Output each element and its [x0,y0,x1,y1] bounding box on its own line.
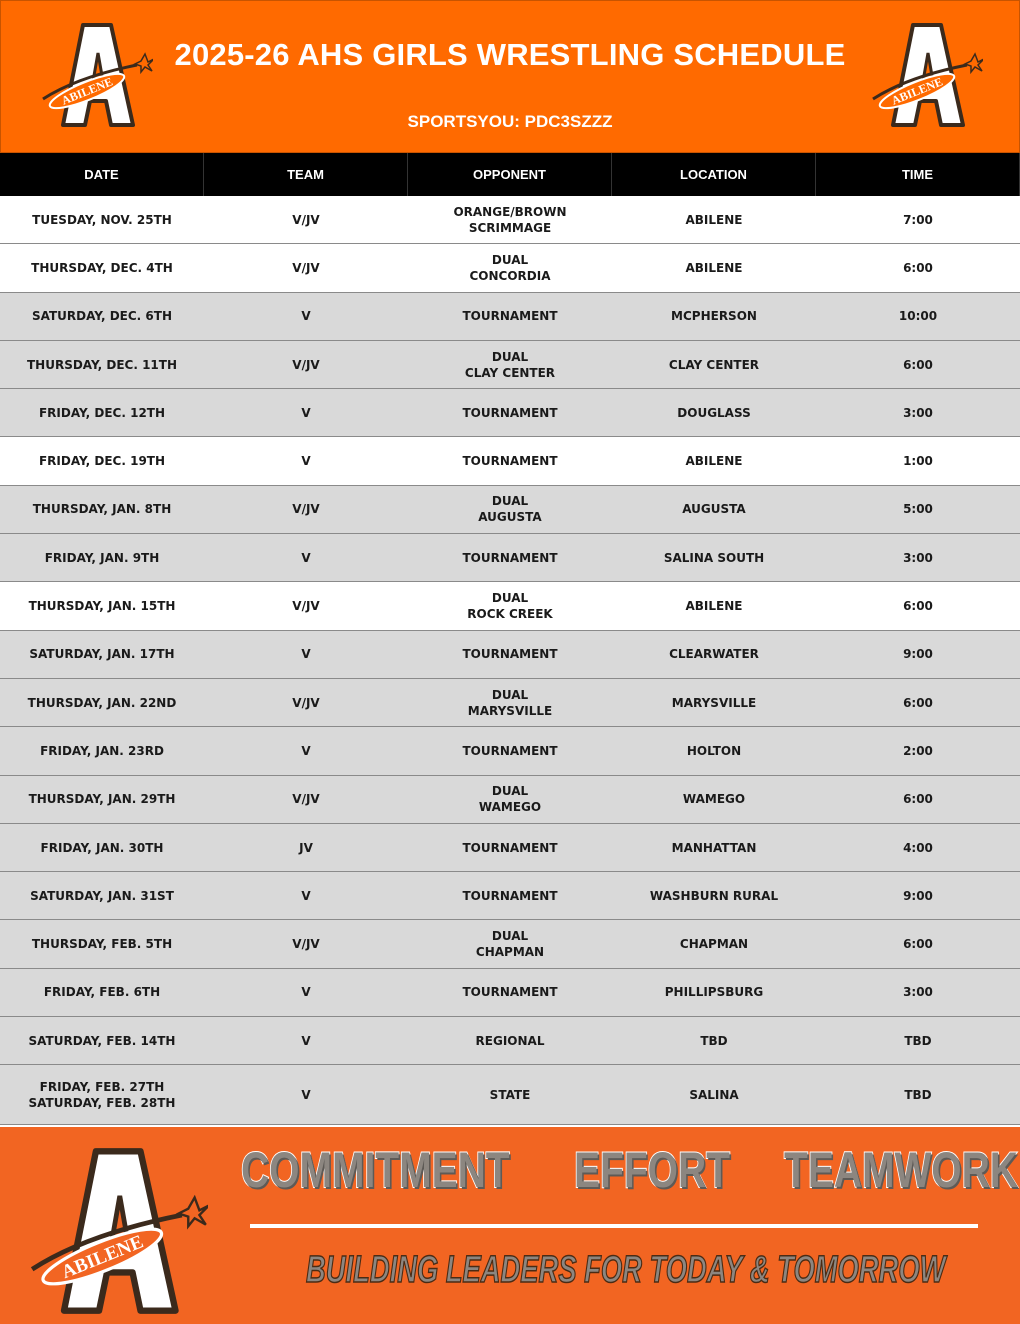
team-cell-text: V/JV [292,357,320,372]
opponent-cell-text: DUAL [491,687,529,702]
footer-banner [0,1127,1020,1324]
table-body [0,196,1020,1125]
date-cell-text: THURSDAY, DEC. 11TH [26,357,178,372]
column-header-date: DATE [0,153,204,196]
date-cell-text: SATURDAY, FEB. 28TH [28,1095,176,1110]
time-cell-text: 4:00 [903,840,933,855]
team-cell [204,776,408,823]
team-cell [204,631,408,678]
location-cell [612,969,816,1016]
date-cell [0,1017,204,1064]
team-cell [204,534,408,581]
table-row [0,582,1020,630]
column-header-opponent: OPPONENT [408,153,612,196]
team-cell [204,486,408,533]
team-cell-text: V/JV [292,695,320,710]
time-cell [816,1017,1020,1064]
time-cell-text: 9:00 [903,888,933,903]
time-cell-text: 3:00 [903,550,933,565]
time-cell [816,872,1020,919]
table-row [0,293,1020,341]
time-cell [816,631,1020,678]
location-cell [612,776,816,823]
opponent-cell-text: DUAL [491,929,529,944]
date-cell [0,293,204,340]
team-cell-text: V/JV [292,599,320,614]
table-row [0,920,1020,968]
table-row [0,196,1020,244]
opponent-cell [408,244,612,291]
team-cell-text: V [301,743,311,758]
opponent-cell-text: TOURNAMENT [462,454,558,469]
team-cell [204,727,408,774]
team-cell-text: V [301,309,311,324]
team-cell [204,582,408,629]
table-row [0,679,1020,727]
date-cell-text: FRIDAY, DEC. 19TH [38,454,166,469]
location-cell-text: SALINA [689,1087,739,1102]
time-cell [816,437,1020,484]
location-cell-text: MCPHERSON [671,309,757,324]
opponent-cell-text: AUGUSTA [478,510,542,525]
opponent-cell-text: TOURNAMENT [462,985,558,1000]
location-cell-text: MANHATTAN [671,840,757,855]
table-row [0,341,1020,389]
date-cell-text: SATURDAY, JAN. 31ST [30,888,174,903]
opponent-cell-text: MARYSVILLE [467,703,553,718]
time-cell-text: 10:00 [898,309,938,324]
opponent-cell-text: SCRIMMAGE [468,220,552,235]
location-cell-text: ABILENE [685,454,743,469]
opponent-cell [408,1017,612,1064]
table-row [0,969,1020,1017]
opponent-cell [408,679,612,726]
location-cell [612,582,816,629]
opponent-cell [408,920,612,967]
location-cell-text: CLEARWATER [669,647,759,662]
location-cell [612,1017,816,1064]
date-cell [0,437,204,484]
svg-text:ABILENE: ABILENE [59,74,115,108]
time-cell-text: 9:00 [903,647,933,662]
team-cell [204,244,408,291]
time-cell [816,582,1020,629]
time-cell-text: 7:00 [903,212,933,227]
date-cell-text: THURSDAY, DEC. 4TH [31,260,173,275]
opponent-cell [408,582,612,629]
opponent-cell-text: REGIONAL [475,1033,545,1048]
location-cell [612,486,816,533]
team-cell [204,196,408,243]
opponent-cell-text: WAMEGO [478,800,542,815]
opponent-cell-text: DUAL [491,494,529,509]
time-cell-text: 2:00 [903,743,933,758]
date-cell-text: FRIDAY, JAN. 23RD [40,743,164,758]
opponent-cell [408,341,612,388]
location-cell-text: WAMEGO [682,792,746,807]
date-cell-text: FRIDAY, FEB. 27TH [39,1079,165,1094]
location-cell [612,534,816,581]
date-cell [0,727,204,774]
opponent-cell-text: STATE [489,1087,531,1102]
time-cell [816,486,1020,533]
time-cell-text: 3:00 [903,405,933,420]
date-cell [0,1065,204,1124]
column-header-team: TEAM [204,153,408,196]
time-cell [816,341,1020,388]
time-cell [816,244,1020,291]
team-cell-text: V/JV [292,260,320,275]
opponent-cell-text: TOURNAMENT [462,550,558,565]
time-cell [816,727,1020,774]
date-cell-text: FRIDAY, DEC. 12TH [38,405,166,420]
table-row [0,872,1020,920]
team-cell-text: V [301,985,311,1000]
opponent-cell [408,534,612,581]
opponent-cell [408,727,612,774]
location-cell [612,437,816,484]
date-cell [0,824,204,871]
opponent-cell [408,389,612,436]
opponent-cell [408,1065,612,1124]
abilene-logo-right [867,21,983,129]
date-cell [0,679,204,726]
team-cell-text: V [301,1033,311,1048]
location-cell [612,824,816,871]
location-cell [612,341,816,388]
opponent-cell [408,196,612,243]
team-cell [204,437,408,484]
location-cell-text: PHILLIPSBURG [664,985,764,1000]
svg-text:ABILENE: ABILENE [58,1231,147,1284]
time-cell [816,969,1020,1016]
table-header [0,153,1020,196]
time-cell [816,679,1020,726]
table-row [0,631,1020,679]
time-cell-text: TBD [904,1033,932,1048]
table-row [0,727,1020,775]
schedule-table [0,153,1020,1125]
date-cell [0,486,204,533]
opponent-cell-text: DUAL [491,349,529,364]
team-cell [204,293,408,340]
team-cell [204,679,408,726]
team-cell-text: V [301,888,311,903]
opponent-cell-text: CLAY CENTER [464,365,556,380]
date-cell-text: THURSDAY, JAN. 22ND [27,695,177,710]
column-header-time: TIME [816,153,1020,196]
date-cell-text: TUESDAY, NOV. 25TH [32,212,172,227]
date-cell [0,389,204,436]
motto-effort: EFFORT [574,1142,730,1198]
time-cell-text: 6:00 [903,792,933,807]
date-cell [0,244,204,291]
table-row [0,534,1020,582]
opponent-cell [408,776,612,823]
motto-teamwork: TEAMWORK [784,1142,1018,1198]
header-banner [0,0,1020,153]
date-cell-text: THURSDAY, FEB. 5TH [31,937,173,952]
time-cell [816,534,1020,581]
location-cell-text: ABILENE [685,260,743,275]
opponent-cell-text: ORANGE/BROWN [453,204,567,219]
location-cell [612,920,816,967]
location-cell [612,727,816,774]
location-cell-text: SALINA SOUTH [663,550,765,565]
date-cell [0,341,204,388]
location-cell-text: ABILENE [685,599,743,614]
time-cell-text: 6:00 [903,599,933,614]
team-cell-text: JV [299,840,313,855]
team-cell-text: V/JV [292,502,320,517]
location-cell-text: CLAY CENTER [668,357,760,372]
team-cell-text: V/JV [292,937,320,952]
footer-divider [250,1224,978,1228]
svg-text:ABILENE: ABILENE [889,74,945,108]
opponent-cell-text: CHAPMAN [475,945,545,960]
location-cell-text: MARYSVILLE [671,695,757,710]
page-title: 2025-26 AHS GIRLS WRESTLING SCHEDULE [174,37,846,72]
opponent-cell [408,872,612,919]
date-cell-text: SATURDAY, JAN. 17TH [29,647,175,662]
team-cell [204,341,408,388]
table-row [0,776,1020,824]
time-cell [816,920,1020,967]
location-cell-text: AUGUSTA [682,502,746,517]
opponent-cell-text: TOURNAMENT [462,405,558,420]
date-cell-text: THURSDAY, JAN. 29TH [28,792,176,807]
motto-commitment: COMMITMENT [241,1142,510,1198]
time-cell-text: 6:00 [903,695,933,710]
location-cell-text: TBD [700,1033,728,1048]
date-cell-text: SATURDAY, DEC. 6TH [32,309,172,324]
opponent-cell [408,631,612,678]
location-cell [612,389,816,436]
time-cell [816,1065,1020,1124]
table-row [0,486,1020,534]
opponent-cell-text: DUAL [491,252,529,267]
footer-tagline: BUILDING LEADERS FOR TODAY & TOMORROW [306,1249,946,1291]
opponent-cell [408,486,612,533]
table-row [0,1017,1020,1065]
time-cell-text: 5:00 [903,502,933,517]
time-cell [816,776,1020,823]
team-cell-text: V/JV [292,212,320,227]
time-cell-text: 6:00 [903,357,933,372]
opponent-cell [408,824,612,871]
opponent-cell-text: DUAL [491,591,529,606]
location-cell [612,872,816,919]
date-cell [0,631,204,678]
date-cell-text: THURSDAY, JAN. 8TH [32,502,172,517]
date-cell [0,969,204,1016]
time-cell-text: 6:00 [903,260,933,275]
date-cell [0,920,204,967]
time-cell [816,824,1020,871]
team-cell [204,824,408,871]
team-cell-text: V [301,647,311,662]
time-cell-text: 3:00 [903,985,933,1000]
abilene-logo-footer [22,1145,208,1317]
team-cell [204,1065,408,1124]
team-cell [204,1017,408,1064]
team-cell-text: V/JV [292,792,320,807]
opponent-cell [408,437,612,484]
time-cell-text: TBD [904,1087,932,1102]
location-cell [612,1065,816,1124]
opponent-cell-text: TOURNAMENT [462,888,558,903]
date-cell [0,196,204,243]
opponent-cell-text: TOURNAMENT [462,647,558,662]
date-cell-text: THURSDAY, JAN. 15TH [28,599,176,614]
opponent-cell-text: TOURNAMENT [462,743,558,758]
column-header-location: LOCATION [612,153,816,196]
opponent-cell-text: CONCORDIA [469,268,551,283]
sportsyou-code: SPORTSYOU: PDC3SZZZ [407,112,613,131]
date-cell [0,776,204,823]
location-cell [612,244,816,291]
location-cell [612,679,816,726]
team-cell-text: V [301,550,311,565]
time-cell-text: 1:00 [903,454,933,469]
location-cell [612,196,816,243]
opponent-cell [408,293,612,340]
location-cell-text: CHAPMAN [679,937,749,952]
opponent-cell-text: TOURNAMENT [462,840,558,855]
team-cell [204,969,408,1016]
location-cell [612,631,816,678]
location-cell-text: DOUGLASS [677,405,751,420]
date-cell [0,582,204,629]
table-row [0,244,1020,292]
location-cell-text: ABILENE [685,212,743,227]
team-cell-text: V [301,1087,311,1102]
team-cell [204,872,408,919]
team-cell [204,389,408,436]
location-cell-text: HOLTON [686,743,742,758]
location-cell-text: WASHBURN RURAL [649,888,779,903]
table-row [0,437,1020,485]
table-row [0,824,1020,872]
location-cell [612,293,816,340]
team-cell [204,920,408,967]
opponent-cell [408,969,612,1016]
opponent-cell-text: ROCK CREEK [467,607,553,622]
table-row [0,1065,1020,1125]
time-cell [816,389,1020,436]
date-cell-text: SATURDAY, FEB. 14TH [28,1033,176,1048]
opponent-cell-text: DUAL [491,784,529,799]
time-cell-text: 6:00 [903,937,933,952]
date-cell-text: FRIDAY, JAN. 9TH [44,550,160,565]
date-cell [0,534,204,581]
team-cell-text: V [301,454,311,469]
date-cell [0,872,204,919]
time-cell [816,293,1020,340]
time-cell [816,196,1020,243]
opponent-cell-text: TOURNAMENT [462,309,558,324]
date-cell-text: FRIDAY, FEB. 6TH [43,985,161,1000]
team-cell-text: V [301,405,311,420]
table-row [0,389,1020,437]
date-cell-text: FRIDAY, JAN. 30TH [40,840,164,855]
